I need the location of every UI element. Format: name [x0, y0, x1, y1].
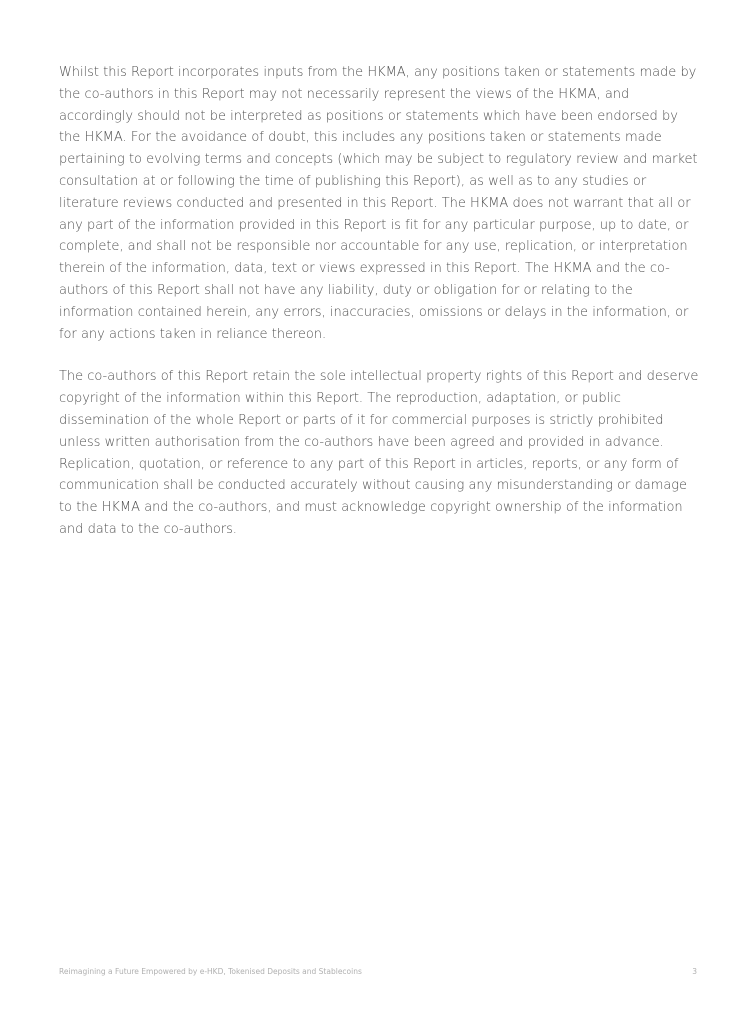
disclaimer-body [59, 62, 701, 541]
page-footer [59, 967, 697, 976]
disclaimer-paragraph-views: Whilst this Report incorporates inputs from the HKMA, any positions taken or statements made by the co-authors in this Report may not necessarily represent the views of the HKMA, and accordingly should not be interpreted as positions or statements which have been endorsed by the HKMA. For the avoidance of doubt, this includes any positions taken or statements made pertaining to evolving terms and concepts (which may be subject to regulatory review and market consultation at or following the time of publishing this Report), as well as to any studies or literature reviews conducted and presented in this Report. The HKMA does not warrant that all or any part of the information provided in this Report is fit for any particular purpose, up to date, or complete, and shall not be responsible nor accountable for any use, replication, or interpretation therein of the information, data, text or views expressed in this Report. The HKMA and the co-authors of this Report shall not have any liability, duty or obligation for or relating to the information contained herein, any errors, inaccuracies, omissions or delays in the information, or for any actions taken in reliance thereon. [59, 65, 698, 342]
footer-report-title: Reimagining a Future Empowered by e-HKD, Tokenised Deposits and Stablecoins [59, 967, 362, 976]
disclaimer-paragraph-copyright: The co-authors of this Report retain the sole intellectual property rights of this Report and deserve copyright of the information within this Report. The reproduction, adaptation, or public dissemination of the whole Report or parts of it for commercial purposes is strictly prohibited unless written authorisation from the co-authors have been agreed and provided in advance. Replication, quotation, or reference to any part of this Report in articles, reports, or any form of communication shall be conducted accurately without causing any misunderstanding or damage to the HKMA and the co-authors, and must acknowledge copyright ownership of the information and data to the co-authors. [59, 369, 699, 537]
page-number: 3 [692, 967, 697, 976]
